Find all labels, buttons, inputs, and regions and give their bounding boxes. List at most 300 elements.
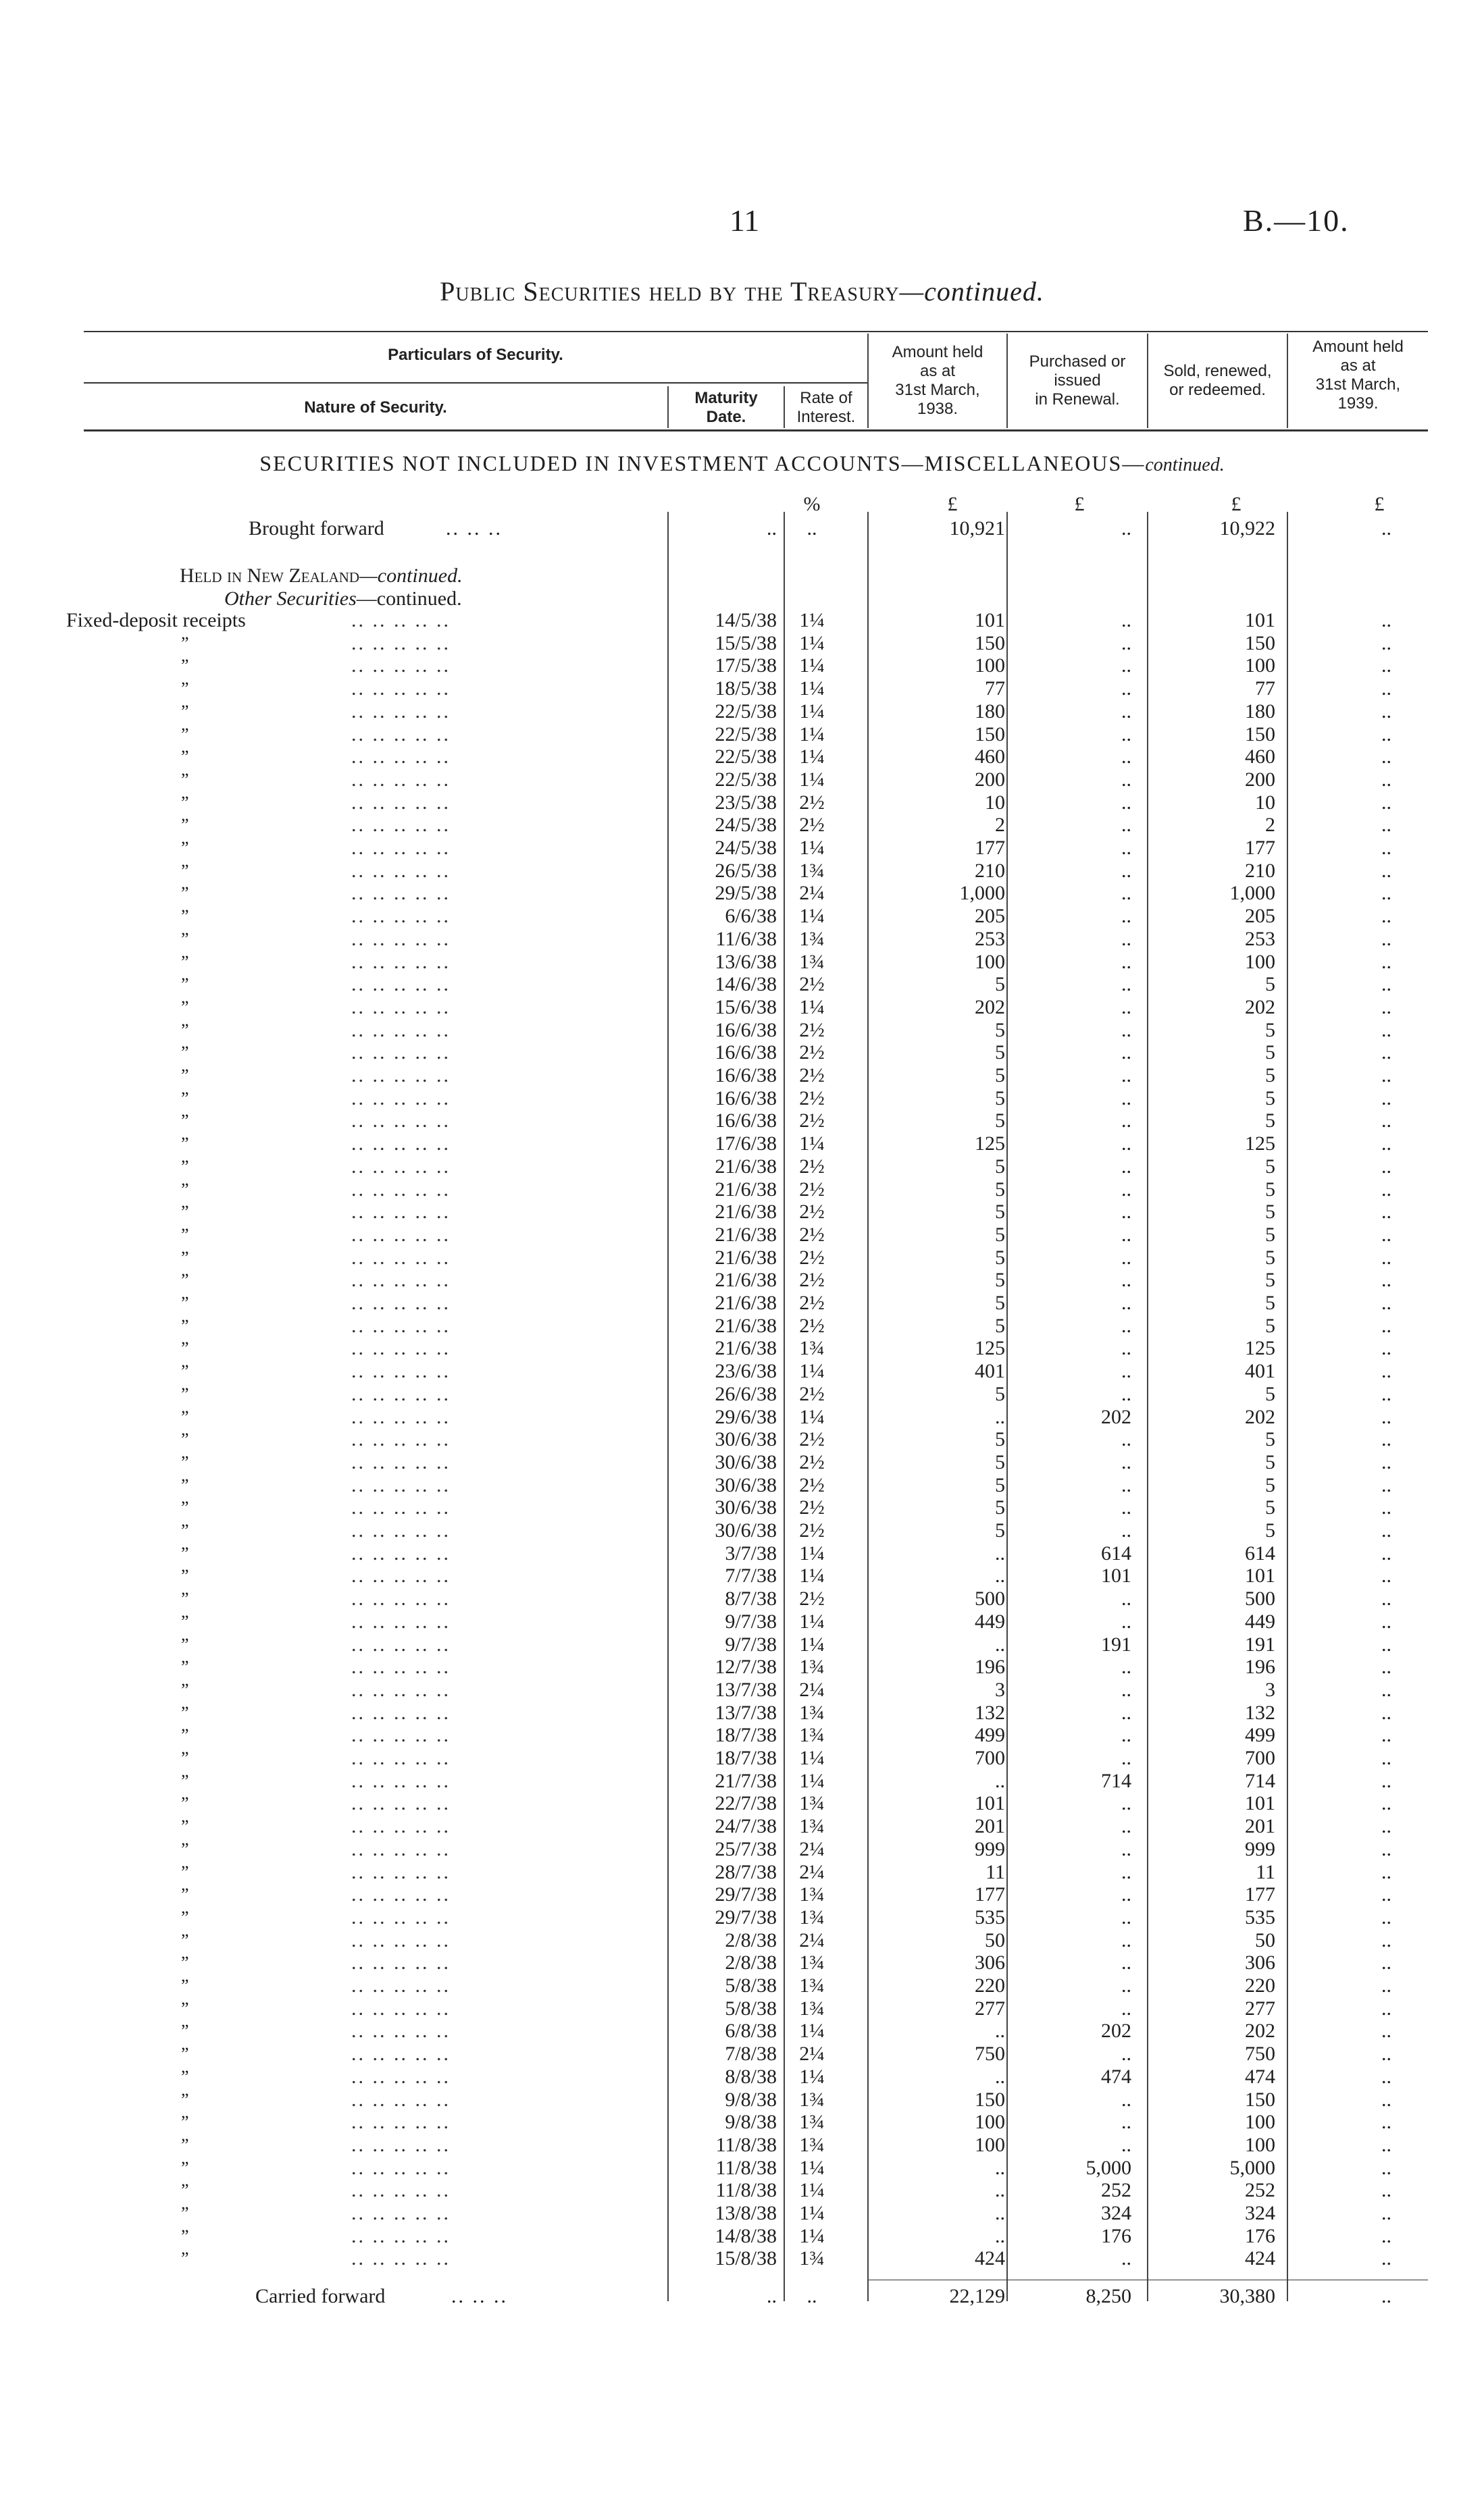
- sold-amount: 1,000: [1229, 882, 1275, 904]
- interest-rate: 1¼: [799, 632, 825, 654]
- maturity-date: 5/8/38: [725, 1997, 777, 2020]
- amount-held-1939: ..: [1381, 2043, 1391, 2065]
- section-title: [0, 451, 1484, 476]
- amount-held-1938: 125: [975, 1132, 1005, 1155]
- security-nature: ”: [181, 679, 189, 698]
- amount-held-1938: 10: [985, 791, 1005, 814]
- table-row: [0, 1360, 1484, 1383]
- maturity-date: 30/6/38: [715, 1519, 777, 1542]
- sold-amount: 50: [1255, 1929, 1275, 1951]
- interest-rate: 1¾: [799, 2247, 825, 2269]
- interest-rate: 2½: [799, 1519, 825, 1542]
- interest-rate: 2½: [799, 1383, 825, 1405]
- amount-1939-unit: £: [1374, 493, 1385, 515]
- sold-amount: 500: [1245, 1587, 1275, 1610]
- sold-amount: 132: [1245, 1702, 1275, 1724]
- table-row: [0, 1132, 1484, 1155]
- table-row: [0, 2179, 1484, 2202]
- sold-amount: 2: [1265, 814, 1275, 836]
- amount-held-1939: ..: [1381, 1770, 1391, 1792]
- amount-held-1939: ..: [1381, 1747, 1391, 1769]
- table-row: [0, 1337, 1484, 1360]
- amount-held-1938: 125: [975, 1337, 1005, 1359]
- table-row: [0, 2225, 1484, 2248]
- table-row: [0, 700, 1484, 723]
- leader-dots: .. .. .. .. ..: [351, 1019, 451, 1041]
- leader-dots: .. .. .. .. ..: [351, 1542, 451, 1565]
- security-nature: ”: [181, 1589, 189, 1608]
- amount-held-1938: ..: [995, 1542, 1005, 1565]
- security-nature: ”: [181, 1225, 189, 1244]
- amount-held-1938: 535: [975, 1906, 1005, 1928]
- interest-rate: 1¾: [799, 1906, 825, 1928]
- amount-held-1938: 177: [975, 837, 1005, 859]
- purchased-amount: 202: [1101, 1406, 1131, 1428]
- table-row: [0, 1246, 1484, 1269]
- sold-amount: 460: [1245, 745, 1275, 768]
- purchased-amount: ..: [1121, 2043, 1131, 2065]
- security-nature: ”: [181, 861, 189, 881]
- amount-1939-header-line: 1939.: [1337, 394, 1379, 413]
- leader-dots: .. .. .. .. ..: [351, 1087, 451, 1109]
- amount-held-1938: 5: [995, 1246, 1005, 1269]
- interest-rate: 1¾: [799, 1997, 825, 2020]
- amount-held-1938: 196: [975, 1656, 1005, 1678]
- purchased-amount: ..: [1121, 905, 1131, 927]
- security-nature: ”: [181, 1976, 189, 1995]
- purchased-amount: ..: [1121, 791, 1131, 814]
- security-nature: ”: [181, 702, 189, 721]
- amount-held-1938: 5: [995, 1041, 1005, 1064]
- sold-amount: 714: [1245, 1770, 1275, 1792]
- purchased-amount: ..: [1121, 1132, 1131, 1155]
- purchased-amount: ..: [1121, 951, 1131, 973]
- maturity-date: 22/5/38: [715, 768, 777, 791]
- sold-amount: 324: [1245, 2202, 1275, 2224]
- purchased-amount: 714: [1101, 1770, 1131, 1792]
- sold-header-line: or redeemed.: [1169, 381, 1266, 399]
- amount-1939-header-line: as at: [1340, 357, 1376, 375]
- amount-held-1939: ..: [1381, 1679, 1391, 1701]
- amount-held-1939: ..: [1381, 996, 1391, 1018]
- security-nature: ”: [181, 1680, 189, 1700]
- maturity-date: 12/7/38: [715, 1656, 777, 1678]
- security-nature: ”: [181, 2112, 189, 2132]
- page-title-main: Public Securities held by the Treasury: [440, 276, 900, 307]
- amount-held-1938: 5: [995, 1496, 1005, 1519]
- leader-dots: .. .. .. .. ..: [351, 1702, 451, 1724]
- sold-amount: 5: [1265, 973, 1275, 995]
- purchased-amount: ..: [1121, 1109, 1131, 1132]
- purchased-amount: ..: [1121, 723, 1131, 745]
- amount-held-1939: ..: [1381, 654, 1391, 677]
- interest-rate: 1¾: [799, 2134, 825, 2156]
- amount-held-1939: ..: [1381, 973, 1391, 995]
- sold-amount: 277: [1245, 1997, 1275, 2020]
- leader-dots: .. .. .. .. ..: [351, 1428, 451, 1450]
- maturity-date: 18/7/38: [715, 1747, 777, 1769]
- amount-held-1939: ..: [1381, 1132, 1391, 1155]
- leader-dots: .. .. .. .. ..: [351, 1451, 451, 1473]
- security-nature: ”: [181, 1157, 189, 1176]
- table-row: [0, 928, 1484, 951]
- table-row: [0, 837, 1484, 860]
- sold-amount: 101: [1245, 1792, 1275, 1814]
- table-row: [0, 2247, 1484, 2270]
- leader-dots: .. .. .. .. ..: [351, 951, 451, 973]
- amount-held-1938: 5: [995, 1064, 1005, 1086]
- brought-forward-purchased: ..: [1121, 517, 1131, 540]
- amount-held-1939: ..: [1381, 1997, 1391, 2020]
- interest-rate: 2½: [799, 1315, 825, 1337]
- leader-dots: .. .. ..: [451, 2285, 508, 2307]
- maturity-date: 14/6/38: [715, 973, 777, 995]
- leader-dots: .. .. .. .. ..: [351, 1383, 451, 1405]
- table-row: [0, 1951, 1484, 1974]
- sold-amount: 252: [1245, 2179, 1275, 2201]
- interest-rate: 1¾: [799, 1815, 825, 1837]
- maturity-date: 11/8/38: [715, 2179, 777, 2201]
- leader-dots: .. .. .. .. ..: [351, 1815, 451, 1837]
- purchased-amount: ..: [1121, 609, 1131, 631]
- sold-amount: 253: [1245, 928, 1275, 950]
- leader-dots: .. .. .. .. ..: [351, 1292, 451, 1314]
- purchased-amount: ..: [1121, 1337, 1131, 1359]
- sold-amount: 5: [1265, 1087, 1275, 1109]
- sold-amount: 125: [1245, 1337, 1275, 1359]
- interest-rate: 2½: [799, 1496, 825, 1519]
- table-row: [0, 973, 1484, 996]
- table-row: [0, 882, 1484, 905]
- interest-rate: 1¼: [799, 2020, 825, 2042]
- maturity-date: 23/6/38: [715, 1360, 777, 1382]
- sold-amount: 5: [1265, 1155, 1275, 1178]
- interest-rate: 2½: [799, 1474, 825, 1496]
- maturity-date: 21/6/38: [715, 1269, 777, 1291]
- security-nature: ”: [181, 1816, 189, 1836]
- leader-dots: .. .. .. .. ..: [351, 2066, 451, 2088]
- purchased-amount: ..: [1121, 1519, 1131, 1542]
- sold-amount: 77: [1255, 677, 1275, 700]
- maturity-date: 21/6/38: [715, 1337, 777, 1359]
- purchased-amount: ..: [1121, 1178, 1131, 1201]
- sold-amount: 150: [1245, 2089, 1275, 2111]
- section-title-main: SECURITIES NOT INCLUDED IN INVESTMENT ACCOUNTS—MISCELLANEOUS—: [259, 451, 1146, 475]
- amount-held-1938: 5: [995, 1269, 1005, 1291]
- sold-amount: 700: [1245, 1747, 1275, 1769]
- table-row: [0, 1041, 1484, 1064]
- amount-held-1939: ..: [1381, 768, 1391, 791]
- page-number: 11: [730, 203, 760, 238]
- amount-held-1938: 201: [975, 1815, 1005, 1837]
- interest-rate: 2½: [799, 1064, 825, 1086]
- purchased-amount: ..: [1121, 2134, 1131, 2156]
- sold-amount: 202: [1245, 996, 1275, 1018]
- purchased-amount: ..: [1121, 973, 1131, 995]
- subheading-held-suffix: —continued.: [359, 565, 463, 587]
- table-row: [0, 1178, 1484, 1201]
- table-row: [0, 609, 1484, 632]
- table-row: [0, 951, 1484, 974]
- maturity-date: 21/6/38: [715, 1155, 777, 1178]
- amount-held-1938: 5: [995, 973, 1005, 995]
- table-row: [0, 1292, 1484, 1315]
- amount-held-1938: 220: [975, 1974, 1005, 1997]
- leader-dots: .. .. .. .. ..: [351, 1587, 451, 1610]
- amount-held-1938: 200: [975, 768, 1005, 791]
- leader-dots: .. .. .. .. ..: [351, 1246, 451, 1269]
- amount-held-1939: ..: [1381, 1496, 1391, 1519]
- amount-held-1939: ..: [1381, 1087, 1391, 1109]
- subheading-other: [224, 587, 462, 610]
- amount-held-1938: 202: [975, 996, 1005, 1018]
- interest-rate: 1¾: [799, 928, 825, 950]
- interest-rate: 1¼: [799, 2202, 825, 2224]
- leader-dots: .. .. .. .. ..: [351, 1474, 451, 1496]
- amount-held-1939: ..: [1381, 2202, 1391, 2224]
- brought-forward-row: [0, 517, 1484, 540]
- security-nature: ”: [181, 1771, 189, 1791]
- sold-amount: 176: [1245, 2225, 1275, 2247]
- interest-rate: 1¾: [799, 1656, 825, 1678]
- leader-dots: .. .. .. .. ..: [351, 2247, 451, 2269]
- leader-dots: .. .. .. .. ..: [351, 1269, 451, 1291]
- amount-held-1938: 11: [986, 1861, 1005, 1883]
- purchased-amount: ..: [1121, 1064, 1131, 1086]
- amount-held-1939: ..: [1381, 2247, 1391, 2269]
- security-nature: ”: [181, 2044, 189, 2064]
- security-nature: ”: [181, 747, 189, 766]
- amount-held-1938: ..: [995, 2202, 1005, 2224]
- purchased-amount: ..: [1121, 2111, 1131, 2133]
- amount-held-1938: ..: [995, 1565, 1005, 1587]
- leader-dots: .. .. .. .. ..: [351, 1883, 451, 1906]
- amount-held-1939: ..: [1381, 1610, 1391, 1633]
- amount-held-1939: ..: [1381, 1201, 1391, 1223]
- carried-forward-rate: ..: [807, 2285, 817, 2307]
- purchased-amount: ..: [1121, 1292, 1131, 1314]
- amount-1938-header: [869, 343, 1006, 419]
- maturity-date: 9/8/38: [725, 2089, 777, 2111]
- leader-dots: .. .. .. .. ..: [351, 1519, 451, 1542]
- purchased-amount: ..: [1121, 1656, 1131, 1678]
- interest-rate: 2¼: [799, 1679, 825, 1701]
- table-row: [0, 1861, 1484, 1884]
- leader-dots: .. .. .. .. ..: [351, 1201, 451, 1223]
- table-row: [0, 768, 1484, 791]
- table-row: [0, 1997, 1484, 2020]
- amount-held-1939: ..: [1381, 1724, 1391, 1746]
- amount-held-1938: 253: [975, 928, 1005, 950]
- interest-rate: 1¾: [799, 1792, 825, 1814]
- purchased-unit: £: [1074, 493, 1085, 515]
- amount-held-1938: 132: [975, 1702, 1005, 1724]
- table-row: [0, 1929, 1484, 1952]
- security-nature: ”: [181, 2249, 189, 2268]
- subheading-held-text: Held in New Zealand: [180, 565, 360, 587]
- sold-amount: 5: [1265, 1315, 1275, 1337]
- maturity-date: 21/6/38: [715, 1201, 777, 1223]
- security-nature: ”: [181, 1361, 189, 1381]
- sold-amount: 401: [1245, 1360, 1275, 1382]
- maturity-date: 7/7/38: [725, 1565, 777, 1587]
- interest-rate: 2½: [799, 1201, 825, 1223]
- maturity-date: 22/5/38: [715, 745, 777, 768]
- amount-held-1938: 5: [995, 1224, 1005, 1246]
- amount-held-1939: ..: [1381, 2111, 1391, 2133]
- interest-rate: 2¼: [799, 1929, 825, 1951]
- table-row: [0, 1201, 1484, 1224]
- purchased-amount: ..: [1121, 928, 1131, 950]
- leader-dots: .. .. .. .. ..: [351, 1861, 451, 1883]
- maturity-date: 13/7/38: [715, 1702, 777, 1724]
- amount-held-1939: ..: [1381, 1269, 1391, 1291]
- amount-held-1939: ..: [1381, 1155, 1391, 1178]
- security-nature: ”: [181, 1862, 189, 1882]
- amount-held-1939: ..: [1381, 1542, 1391, 1565]
- purchased-amount: ..: [1121, 1087, 1131, 1109]
- interest-rate: 1¾: [799, 2111, 825, 2133]
- purchased-amount: ..: [1121, 654, 1131, 677]
- table-row: [0, 1383, 1484, 1406]
- interest-rate: 1¼: [799, 1542, 825, 1565]
- maturity-date: 14/8/38: [715, 2225, 777, 2247]
- interest-rate: 2½: [799, 1041, 825, 1064]
- security-nature: ”: [181, 1293, 189, 1313]
- table-row: [0, 996, 1484, 1019]
- table-row: [0, 1565, 1484, 1587]
- sold-amount: 499: [1245, 1724, 1275, 1746]
- sold-amount: 205: [1245, 905, 1275, 927]
- security-nature: ”: [181, 1498, 189, 1517]
- maturity-date: 23/5/38: [715, 791, 777, 814]
- rate-unit: %: [803, 493, 821, 515]
- purchased-header-line: Purchased or: [1029, 352, 1126, 371]
- sold-amount: 750: [1245, 2043, 1275, 2065]
- purchased-amount: ..: [1121, 1496, 1131, 1519]
- maturity-date: 11/6/38: [715, 928, 777, 950]
- amount-held-1939: ..: [1381, 2066, 1391, 2088]
- amount-held-1939: ..: [1381, 791, 1391, 814]
- maturity-date: 2/8/38: [725, 1951, 777, 1974]
- sold-amount: 11: [1256, 1861, 1275, 1883]
- leader-dots: .. .. .. .. ..: [351, 973, 451, 995]
- interest-rate: 2½: [799, 1155, 825, 1178]
- page-title-suffix: —continued.: [899, 276, 1044, 307]
- security-nature: ”: [181, 1566, 189, 1585]
- maturity-date: 13/8/38: [715, 2202, 777, 2224]
- amount-held-1938: 210: [975, 860, 1005, 882]
- leader-dots: .. .. .. .. ..: [351, 860, 451, 882]
- amount-held-1939: ..: [1381, 1702, 1391, 1724]
- sold-amount: 177: [1245, 1883, 1275, 1906]
- maturity-date: 29/7/38: [715, 1906, 777, 1928]
- carried-forward-sold: 30,380: [1219, 2285, 1275, 2307]
- amount-held-1939: ..: [1381, 1246, 1391, 1269]
- sold-amount: 100: [1245, 2134, 1275, 2156]
- interest-rate: 1¼: [799, 1360, 825, 1382]
- leader-dots: .. .. .. .. ..: [351, 1792, 451, 1814]
- interest-rate: 2¼: [799, 2043, 825, 2065]
- leader-dots: .. .. .. .. ..: [351, 2202, 451, 2224]
- sold-amount: 5: [1265, 1474, 1275, 1496]
- interest-rate: 1¼: [799, 1747, 825, 1769]
- maturity-date: 8/8/38: [725, 2066, 777, 2088]
- table-row: [0, 2066, 1484, 2089]
- purchased-amount: 324: [1101, 2202, 1131, 2224]
- maturity-date: 18/7/38: [715, 1724, 777, 1746]
- leader-dots: .. .. .. .. ..: [351, 1974, 451, 1997]
- amount-held-1939: ..: [1381, 1519, 1391, 1542]
- maturity-date: 17/5/38: [715, 654, 777, 677]
- sold-amount: 5: [1265, 1519, 1275, 1542]
- amount-held-1938: ..: [995, 1633, 1005, 1656]
- sold-amount: 614: [1245, 1542, 1275, 1565]
- amount-1938-header-line: 1938.: [917, 400, 958, 418]
- amount-held-1938: 5: [995, 1451, 1005, 1473]
- table-row: [0, 1747, 1484, 1770]
- sold-amount: 424: [1245, 2247, 1275, 2269]
- amount-held-1939: ..: [1381, 2179, 1391, 2201]
- table-row: [0, 905, 1484, 928]
- amount-held-1938: ..: [995, 2066, 1005, 2088]
- sold-amount: 3: [1265, 1679, 1275, 1701]
- table-row: [0, 2020, 1484, 2043]
- sold-amount: 100: [1245, 951, 1275, 973]
- security-nature: ”: [181, 1612, 189, 1631]
- purchased-amount: ..: [1121, 1997, 1131, 2020]
- amount-held-1939: ..: [1381, 1792, 1391, 1814]
- purchased-amount: ..: [1121, 2247, 1131, 2269]
- maturity-date: 26/6/38: [715, 1383, 777, 1405]
- interest-rate: 1¼: [799, 2179, 825, 2201]
- maturity-date: 21/6/38: [715, 1292, 777, 1314]
- amount-1938-header-line: 31st March,: [895, 381, 980, 399]
- maturity-date: 15/6/38: [715, 996, 777, 1018]
- leader-dots: .. .. .. .. ..: [351, 2020, 451, 2042]
- purchased-amount: ..: [1121, 1929, 1131, 1951]
- interest-rate: 2½: [799, 1587, 825, 1610]
- sold-amount: 5: [1265, 1428, 1275, 1450]
- purchased-amount: ..: [1121, 1315, 1131, 1337]
- sold-amount: 306: [1245, 1951, 1275, 1974]
- table-row: [0, 723, 1484, 746]
- security-nature: ”: [181, 883, 189, 903]
- maturity-date: 24/5/38: [715, 837, 777, 859]
- purchased-amount: ..: [1121, 837, 1131, 859]
- leader-dots: .. .. .. .. ..: [351, 1337, 451, 1359]
- leader-dots: .. .. .. .. ..: [351, 609, 451, 631]
- leader-dots: .. .. .. .. ..: [351, 1747, 451, 1769]
- leader-dots: .. .. .. .. ..: [351, 905, 451, 927]
- maturity-date: 28/7/38: [715, 1861, 777, 1883]
- leader-dots: .. .. .. .. ..: [351, 1178, 451, 1201]
- sold-amount: 210: [1245, 860, 1275, 882]
- amount-1939-header: [1288, 338, 1428, 413]
- carried-forward-date: ..: [767, 2285, 777, 2307]
- sold-header-line: Sold, renewed,: [1163, 362, 1272, 380]
- amount-held-1938: 1,000: [959, 882, 1005, 904]
- purchased-amount: ..: [1121, 1246, 1131, 1269]
- leader-dots: .. .. .. .. ..: [351, 2225, 451, 2247]
- maturity-date: 2/8/38: [725, 1929, 777, 1951]
- purchased-amount: ..: [1121, 1838, 1131, 1860]
- leader-dots: .. .. .. .. ..: [351, 1315, 451, 1337]
- amount-held-1939: ..: [1381, 860, 1391, 882]
- leader-dots: .. .. .. .. ..: [351, 1724, 451, 1746]
- sold-amount: 5: [1265, 1496, 1275, 1519]
- amount-held-1938: 2: [995, 814, 1005, 836]
